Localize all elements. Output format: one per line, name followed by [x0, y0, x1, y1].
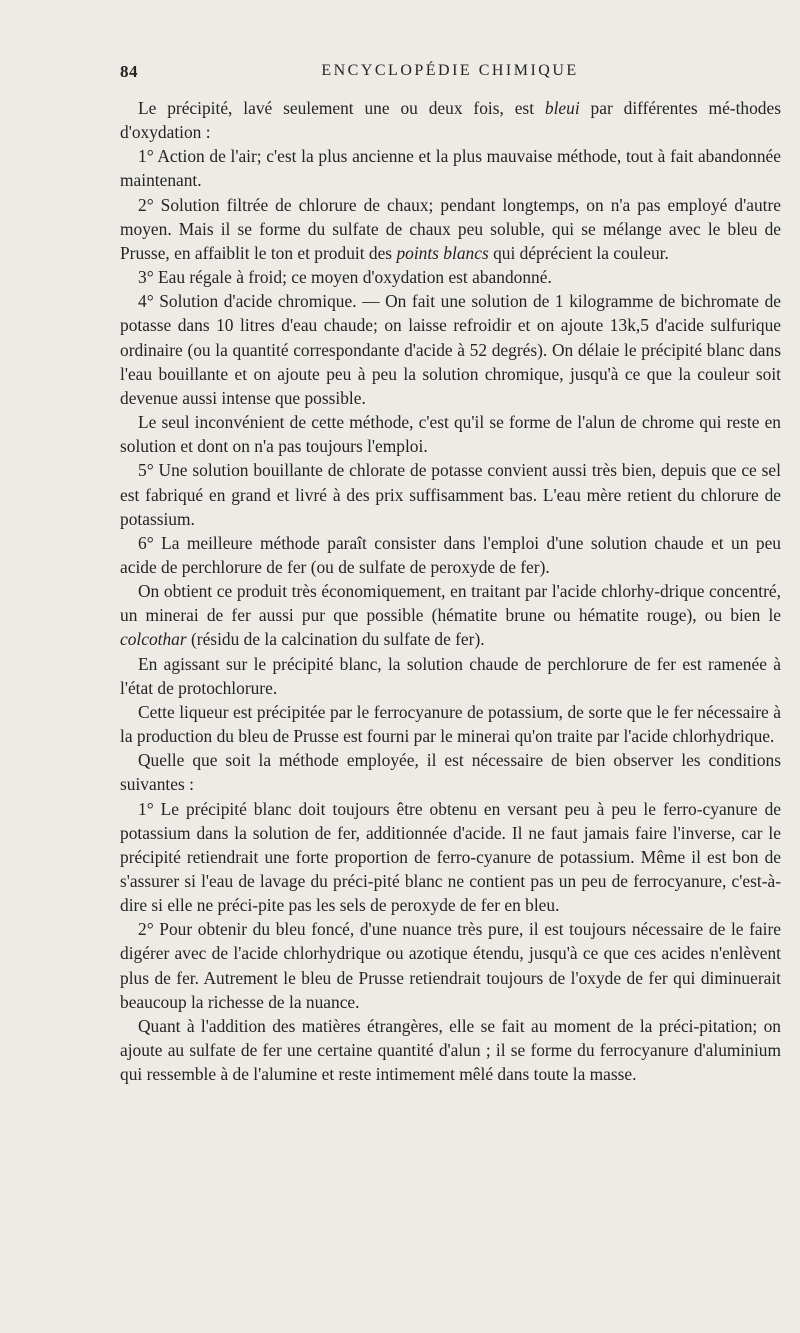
body-text	[120, 96, 781, 1086]
paragraph-condition-2: 2° Pour obtenir du bleu foncé, d'une nuance très pure, il est toujours nécessaire de le faire digérer avec de l'acide chlorhydrique ou azotique étendu, jusqu'à ce que ces acides n'enlèvent plus de fer. Autrement le bleu de Prusse retiendrait toujours de l'oxyde de fer qui diminuerait beaucoup la richesse de la nuance.	[120, 919, 781, 1012]
paragraph-method-1: 1° Action de l'air; c'est la plus ancienne et la plus mauvaise méthode, tout à fait abandonnée maintenant.	[120, 146, 781, 191]
italic-term: colcothar	[120, 629, 187, 650]
page-header	[120, 62, 780, 88]
running-title: ENCYCLOPÉDIE CHIMIQUE	[321, 62, 579, 79]
italic-term: points blancs	[396, 242, 489, 263]
paragraph-intro: Le précipité, lavé seulement une ou deux fois, est bleui par différentes mé-thodes d'oxydation :	[120, 98, 781, 143]
paragraph-method-5: 5° Une solution bouillante de chlorate de potasse convient aussi très bien, depuis que ce sel est fabriqué en grand et livré à des prix suffisamment bas. L'eau mère retient du chlorure de potassium.	[120, 460, 781, 529]
paragraph-reduction: En agissant sur le précipité blanc, la solution chaude de perchlorure de fer est ramenée à l'état de protochlorure.	[120, 653, 781, 698]
paragraph-additives: Quant à l'addition des matières étrangères, elle se fait au moment de la préci-pitation; on ajoute au sulfate de fer une certaine quantité d'alun ; il se forme du ferrocyanure d'aluminium qui ressemble à de l'alumine et reste intimement mêlé dans toute la masse.	[120, 1015, 781, 1085]
italic-term: bleui	[544, 98, 580, 118]
paragraph-precipitation: Cette liqueur est précipitée par le ferrocyanure de potassium, de sorte que le fer nécessaire à la production du bleu de Prusse est fourni par le minerai qu'on traite par l'acide chlorhydrique.	[120, 701, 781, 747]
paragraph-method-4: 4° Solution d'acide chromique. — On fait une solution de 1 kilogramme de bichromate de potasse dans 10 litres d'eau chaude; on laisse refroidir et on ajoute 13k,5 d'acide sulfurique ordinaire (ou la quantité correspondante d'acide à 52 degrés). On délaie le précipité blanc dans l'eau bouillante et on ajoute peu à peu la solution chromique, jusqu'à ce que la couleur soit devenue aussi intense que possible.	[120, 291, 781, 408]
paragraph-conditions: Quelle que soit la méthode employée, il est nécessaire de bien observer les conditions suivantes :	[120, 750, 781, 795]
paragraph-method-3: 3° Eau régale à froid; ce moyen d'oxydation est abandonné.	[138, 267, 552, 288]
page-number: 84	[120, 62, 138, 81]
paragraph-production: On obtient ce produit très économiquement, en traitant par l'acide chlorhy-drique concentré, un minerai de fer aussi pur que possible (hématite brune ou hématite rouge), ou bien le colcothar (résidu de la calcination du sulfate de fer).	[120, 581, 781, 650]
paragraph-method-2: 2° Solution filtrée de chlorure de chaux; pendant longtemps, on n'a pas employé d'autre moyen. Mais il se forme du sulfate de chaux peu soluble, qui se mélange avec le bleu de Prusse, en affaiblit le ton et produit des points blancs qui déprécient la couleur.	[120, 194, 781, 263]
paragraph-method-4-note: Le seul inconvénient de cette méthode, c'est qu'il se forme de l'alun de chrome qui reste en solution et dont on n'a pas toujours l'emploi.	[120, 412, 781, 457]
paragraph-method-6: 6° La meilleure méthode paraît consister dans l'emploi d'une solution chaude et un peu acide de perchlorure de fer (ou de sulfate de peroxyde de fer).	[120, 532, 781, 577]
paragraph-condition-1: 1° Le précipité blanc doit toujours être obtenu en versant peu à peu le ferro-cyanure de potassium dans la solution de fer, additionnée d'acide. Il ne faut jamais faire l'inverse, car le précipité retiendrait une forte proportion de ferro-cyanure de potassium. Même il est bon de s'assurer si l'eau de lavage du préci-pité blanc ne contient pas un peu de ferrocyanure, c'est-à-dire si elle ne préci-pite pas les sels de peroxyde de fer en bleu.	[120, 798, 781, 916]
